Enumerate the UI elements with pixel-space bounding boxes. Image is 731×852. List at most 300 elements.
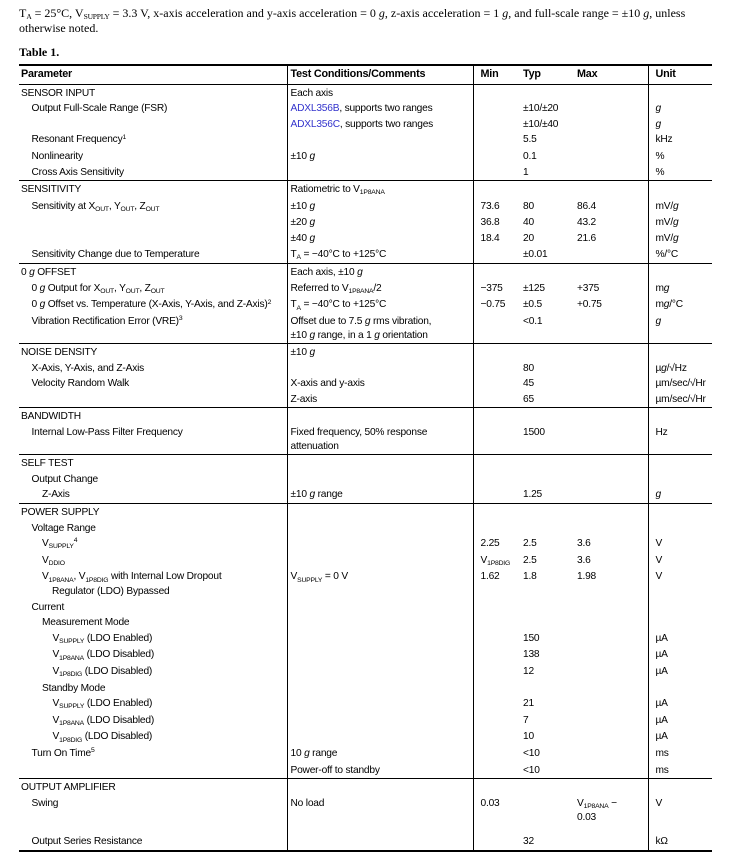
min-cell: 18.4 — [480, 232, 500, 244]
typ-cell — [516, 681, 570, 697]
typ-cell — [516, 181, 570, 199]
max-cell — [570, 600, 648, 616]
table-row — [19, 101, 712, 117]
max-cell — [570, 729, 648, 746]
parameter-cell: Measurement Mode — [19, 615, 287, 631]
table-row — [19, 569, 712, 599]
unit-cell: %/°C — [655, 248, 679, 260]
min-cell — [473, 392, 516, 408]
table-row — [19, 181, 712, 199]
min-cell — [473, 472, 516, 488]
conditions-cell: Offset due to 7.5 g rms vibration, ±10 g range, in a 1 g orientation — [287, 314, 473, 344]
max-cell — [570, 425, 648, 455]
typ-cell: <10 — [523, 747, 540, 759]
part-link[interactable]: ADXL356B — [290, 103, 340, 115]
typ-cell: 2.5 — [523, 538, 537, 550]
typ-cell: 20 — [523, 232, 534, 244]
column-header-typ: Typ — [516, 65, 570, 84]
parameter-cell: X-Axis, Y-Axis, and Z-Axis — [19, 361, 287, 377]
min-cell — [473, 84, 516, 101]
max-cell — [570, 696, 648, 713]
max-cell: +375 — [570, 281, 648, 298]
typ-cell: 1.8 — [523, 571, 537, 583]
conditions-cell — [287, 165, 473, 181]
unit-cell: V — [655, 554, 663, 566]
table-row — [19, 681, 712, 697]
unit-cell: mV/g — [655, 217, 679, 229]
unit-cell: kHz — [655, 134, 673, 146]
parameter-cell: 0 g Output for $X_{OUT}$, $Y_{OUT}$, $Z_{OUT}$ — [19, 281, 287, 298]
table-row — [19, 344, 712, 361]
column-header-max: Max — [570, 65, 648, 84]
parameter-cell: Current — [19, 600, 287, 616]
table-row — [19, 504, 712, 521]
parameter-cell: Internal Low-Pass Filter Frequency — [19, 425, 287, 455]
parameter-cell: OUTPUT AMPLIFIER — [19, 779, 287, 796]
table-row — [19, 600, 712, 616]
min-cell — [473, 647, 516, 664]
conditions-cell: Fixed frequency, 50% response attenuation — [287, 425, 473, 455]
conditions-cell: Each axis, ±10 g — [287, 264, 473, 281]
unit-cell — [648, 600, 712, 616]
table-row — [19, 647, 712, 664]
unit-cell — [648, 615, 712, 631]
unit-cell — [648, 455, 712, 472]
min-cell: 0.03 — [480, 797, 500, 809]
min-cell: 36.8 — [480, 217, 500, 229]
min-cell — [473, 101, 516, 117]
parameter-cell — [19, 231, 287, 247]
parameter-cell: $V_{SUPPLY}$ (LDO Enabled) — [19, 696, 287, 713]
max-cell — [570, 779, 648, 796]
unit-cell: g — [655, 118, 661, 130]
conditions-cell — [287, 361, 473, 377]
max-cell: 21.6 — [570, 231, 648, 247]
parameter-cell — [19, 392, 287, 408]
parameter-cell: $V_{SUPPLY}$ (LDO Enabled) — [19, 631, 287, 648]
typ-cell: <10 — [523, 764, 540, 776]
typ-cell: 21 — [523, 698, 534, 710]
parameter-cell: Nonlinearity — [19, 149, 287, 165]
conditions-cell — [287, 504, 473, 521]
max-cell — [570, 84, 648, 101]
max-cell: 3.6 — [570, 536, 648, 553]
unit-cell: Hz — [655, 427, 668, 439]
max-cell: 3.6 — [570, 553, 648, 570]
max-cell — [570, 713, 648, 730]
min-cell — [473, 615, 516, 631]
max-cell — [570, 314, 648, 344]
unit-cell: g — [655, 489, 661, 501]
max-cell — [570, 264, 648, 281]
min-cell: −0.75 — [480, 299, 506, 311]
typ-cell: ±0.5 — [523, 299, 542, 311]
conditions-cell — [287, 729, 473, 746]
parameter-cell: SELF TEST — [19, 455, 287, 472]
conditions-cell: $T_A = -40^\circ C$ to +125°C — [287, 247, 473, 264]
conditions-cell — [287, 696, 473, 713]
typ-cell: 5.5 — [523, 134, 537, 146]
typ-cell: <0.1 — [523, 315, 543, 327]
unit-cell: kΩ — [655, 835, 668, 847]
conditions-cell — [287, 631, 473, 648]
table-row — [19, 487, 712, 503]
conditions-cell: 10 g range — [287, 746, 473, 763]
conditions-cell: ±10 g — [287, 344, 473, 361]
unit-cell: µA — [655, 698, 668, 710]
conditions-cell — [287, 132, 473, 149]
unit-cell: µm/sec/√Hr — [655, 378, 706, 390]
column-header-conditions: Test Conditions/Comments — [287, 65, 473, 84]
unit-cell: % — [655, 150, 665, 162]
parameter-cell: $V_{DDIO}$ — [19, 553, 287, 570]
typ-cell — [516, 472, 570, 488]
table-row — [19, 455, 712, 472]
unit-cell: V — [655, 797, 663, 809]
max-cell — [570, 615, 648, 631]
unit-cell — [648, 681, 712, 697]
parameter-cell: Sensitivity at $X_{OUT}$, $Y_{OUT}$, $Z_{OUT}$ — [19, 199, 287, 216]
unit-cell — [648, 521, 712, 537]
max-cell: 86.4 — [570, 199, 648, 216]
typ-cell — [516, 600, 570, 616]
unit-cell: µA — [655, 714, 668, 726]
max-cell — [570, 487, 648, 503]
header-row — [19, 65, 712, 84]
conditions-cell: Referred to $V_{1P8ANA}/2$ — [287, 281, 473, 298]
unit-cell — [648, 344, 712, 361]
typ-cell: 65 — [523, 393, 534, 405]
typ-cell: 150 — [523, 632, 540, 644]
table-row — [19, 713, 712, 730]
table-row — [19, 199, 712, 216]
table-row — [19, 472, 712, 488]
unit-cell: mV/g — [655, 200, 679, 212]
unit-cell: ms — [655, 747, 669, 759]
table-row — [19, 834, 712, 851]
conditions-cell — [287, 834, 473, 851]
min-cell — [473, 165, 516, 181]
min-cell — [473, 600, 516, 616]
parameter-cell: Velocity Random Walk — [19, 376, 287, 392]
unit-cell: µA — [655, 731, 668, 743]
unit-cell: µg/√Hz — [655, 362, 687, 374]
typ-cell — [516, 408, 570, 425]
table-row — [19, 361, 712, 377]
typ-cell — [516, 504, 570, 521]
setup-conditions-text: $T_A = 25^\circ C$, $V_{SUPPLY} = 3.3$ V, x-axis acceleration and y-axis acceleration = 0 g, z-axis acceleration = 1 g, and full-scale range = ±10 g, unless otherwise noted. — [19, 6, 686, 35]
max-cell — [570, 521, 648, 537]
typ-cell: 7 — [523, 714, 529, 726]
conditions-cell: ±20 g — [287, 215, 473, 231]
conditions-cell: $T_A = -40^\circ C$ to +125°C — [287, 297, 473, 314]
max-cell — [570, 181, 648, 199]
table-row — [19, 664, 712, 681]
min-cell — [473, 746, 516, 763]
min-cell — [473, 376, 516, 392]
table-row — [19, 84, 712, 101]
conditions-cell: ±40 g — [287, 231, 473, 247]
table-row — [19, 149, 712, 165]
parameter-cell — [19, 215, 287, 231]
min-cell — [473, 681, 516, 697]
table-row — [19, 631, 712, 648]
unit-cell: ms — [655, 764, 669, 776]
unit-cell: mg — [655, 282, 670, 294]
typ-cell — [516, 344, 570, 361]
max-cell — [570, 834, 648, 851]
unit-cell — [648, 264, 712, 281]
conditions-cell: Each axis — [287, 84, 473, 101]
conditions-cell: Ratiometric to $V_{1P8ANA}$ — [287, 181, 473, 199]
table-row — [19, 117, 712, 133]
max-cell — [570, 455, 648, 472]
max-cell — [570, 247, 648, 264]
min-cell — [473, 455, 516, 472]
max-cell — [570, 408, 648, 425]
max-cell — [570, 631, 648, 648]
unit-cell: g — [655, 103, 661, 115]
table-row — [19, 553, 712, 570]
max-cell — [570, 344, 648, 361]
conditions-cell — [287, 647, 473, 664]
unit-cell: V — [655, 538, 663, 550]
typ-cell: 80 — [523, 200, 534, 212]
parameter-cell: Output Full-Scale Range (FSR) — [19, 101, 287, 117]
table-row — [19, 729, 712, 746]
table-caption: Table 1. — [19, 45, 60, 59]
table-row — [19, 779, 712, 796]
min-cell — [473, 181, 516, 199]
typ-cell: 1500 — [523, 427, 545, 439]
max-cell — [570, 165, 648, 181]
table-row — [19, 215, 712, 231]
conditions-cell: $V_{SUPPLY} = 0$ V — [287, 569, 473, 599]
parameter-cell: 0 g Offset vs. Temperature (X-Axis, Y-Axis, and Z-Axis)$^2$ — [19, 297, 287, 314]
max-cell — [570, 763, 648, 779]
typ-cell: ±125 — [523, 282, 545, 294]
typ-cell: ±10/±40 — [523, 118, 559, 130]
table-row — [19, 165, 712, 181]
typ-cell: 1 — [523, 166, 529, 178]
min-cell — [473, 521, 516, 537]
conditions-cell: Power-off to standby — [287, 763, 473, 779]
typ-cell — [516, 84, 570, 101]
typ-cell — [516, 796, 570, 834]
conditions-cell — [287, 455, 473, 472]
table-row — [19, 376, 712, 392]
table-row — [19, 281, 712, 298]
parameter-cell: 0 g OFFSET — [19, 264, 287, 281]
parameter-cell: Cross Axis Sensitivity — [19, 165, 287, 181]
max-cell — [570, 472, 648, 488]
unit-cell: mg/°C — [655, 299, 683, 311]
parameter-cell: Vibration Rectification Error (VRE)$^3$ — [19, 314, 287, 344]
parameter-cell: Standby Mode — [19, 681, 287, 697]
max-cell — [570, 504, 648, 521]
min-cell — [473, 247, 516, 264]
unit-cell — [648, 504, 712, 521]
typ-cell: 138 — [523, 649, 540, 661]
min-cell: 73.6 — [480, 200, 500, 212]
table-row — [19, 696, 712, 713]
typ-cell: 10 — [523, 731, 534, 743]
parameter-cell: SENSITIVITY — [19, 181, 287, 199]
max-cell — [570, 647, 648, 664]
table-row — [19, 521, 712, 537]
max-cell — [570, 149, 648, 165]
min-cell — [473, 631, 516, 648]
conditions-cell: ±10 g range — [287, 487, 473, 503]
min-cell: −375 — [480, 282, 503, 294]
min-cell: 2.25 — [480, 538, 500, 550]
table-row — [19, 536, 712, 553]
column-header-unit: Unit — [648, 65, 712, 84]
unit-cell — [648, 181, 712, 199]
table-row — [19, 231, 712, 247]
column-header-min: Min — [473, 65, 516, 84]
unit-cell — [648, 84, 712, 101]
conditions-cell: ADXL356B, supports two ranges — [287, 101, 473, 117]
parameter-cell: $V_{1P8DIG}$ (LDO Disabled) — [19, 664, 287, 681]
unit-cell — [648, 779, 712, 796]
min-cell: 1.62 — [480, 571, 500, 583]
typ-cell: ±0.01 — [523, 248, 548, 260]
table-row — [19, 796, 712, 834]
typ-cell — [516, 521, 570, 537]
min-cell — [473, 425, 516, 455]
unit-cell: µm/sec/√Hr — [655, 393, 706, 405]
table-row — [19, 615, 712, 631]
table-row — [19, 264, 712, 281]
max-cell — [570, 746, 648, 763]
min-cell — [473, 344, 516, 361]
max-cell: $V_{1P8ANA}$ − 0.03 — [570, 796, 648, 834]
table-row — [19, 425, 712, 455]
unit-cell: µA — [655, 649, 668, 661]
conditions-cell: ±10 g — [287, 199, 473, 216]
max-cell — [570, 392, 648, 408]
max-cell — [570, 361, 648, 377]
parameter-cell: $V_{1P8ANA}$, $V_{1P8DIG}$ with Internal Low Dropout Regulator (LDO) Bypassed — [19, 569, 287, 599]
min-cell — [473, 763, 516, 779]
typ-cell: ±10/±20 — [523, 103, 559, 115]
min-cell — [473, 487, 516, 503]
min-cell — [473, 117, 516, 133]
min-cell — [473, 729, 516, 746]
conditions-cell — [287, 664, 473, 681]
typ-cell: 40 — [523, 217, 534, 229]
typ-cell — [516, 264, 570, 281]
parameter-cell: $V_{1P8ANA}$ (LDO Disabled) — [19, 713, 287, 730]
conditions-cell: No load — [287, 796, 473, 834]
min-cell — [473, 408, 516, 425]
parameter-cell — [19, 117, 287, 133]
unit-cell: g — [655, 315, 661, 327]
parameter-cell: BANDWIDTH — [19, 408, 287, 425]
typ-cell: 32 — [523, 835, 534, 847]
min-cell — [473, 779, 516, 796]
typ-cell: 12 — [523, 665, 534, 677]
max-cell — [570, 101, 648, 117]
conditions-cell — [287, 779, 473, 796]
conditions-cell: Z-axis — [287, 392, 473, 408]
conditions-cell — [287, 408, 473, 425]
min-cell — [473, 314, 516, 344]
min-cell — [473, 664, 516, 681]
min-cell — [473, 834, 516, 851]
conditions-cell — [287, 553, 473, 570]
conditions-cell — [287, 521, 473, 537]
conditions-cell — [287, 472, 473, 488]
conditions-cell — [287, 536, 473, 553]
max-cell: 43.2 — [570, 215, 648, 231]
min-cell — [473, 264, 516, 281]
table-row — [19, 132, 712, 149]
parameter-cell: $V_{SUPPLY}^4$ — [19, 536, 287, 553]
unit-cell: V — [655, 571, 663, 583]
table-row — [19, 297, 712, 314]
table-row — [19, 408, 712, 425]
max-cell — [570, 664, 648, 681]
typ-cell: 80 — [523, 362, 534, 374]
table-row — [19, 763, 712, 779]
max-cell — [570, 117, 648, 133]
column-header-parameter: Parameter — [19, 65, 287, 84]
parameter-cell: $V_{1P8ANA}$ (LDO Disabled) — [19, 647, 287, 664]
typ-cell — [516, 615, 570, 631]
unit-cell: % — [655, 166, 665, 178]
part-link[interactable]: ADXL356C — [290, 118, 340, 130]
min-cell — [473, 361, 516, 377]
conditions-cell: ±10 g — [287, 149, 473, 165]
typ-cell — [516, 779, 570, 796]
min-cell — [473, 149, 516, 165]
parameter-cell: Resonant Frequency$^1$ — [19, 132, 287, 149]
typ-cell: 1.25 — [523, 489, 543, 501]
parameter-cell: Voltage Range — [19, 521, 287, 537]
conditions-cell — [287, 600, 473, 616]
min-cell — [473, 132, 516, 149]
unit-cell — [648, 472, 712, 488]
unit-cell: µA — [655, 665, 668, 677]
parameter-cell: Output Change — [19, 472, 287, 488]
parameter-cell — [19, 763, 287, 779]
table-row — [19, 392, 712, 408]
unit-cell: mV/g — [655, 232, 679, 244]
parameter-cell: Sensitivity Change due to Temperature — [19, 247, 287, 264]
parameter-cell: Turn On Time$^5$ — [19, 746, 287, 763]
spec-table — [19, 64, 712, 852]
table-row — [19, 314, 712, 344]
max-cell: +0.75 — [570, 297, 648, 314]
min-cell: $V_{1P8DIG}$ — [480, 554, 511, 567]
typ-cell: 0.1 — [523, 150, 537, 162]
min-cell — [473, 504, 516, 521]
unit-cell — [648, 408, 712, 425]
conditions-cell — [287, 713, 473, 730]
parameter-cell: SENSOR INPUT — [19, 84, 287, 101]
typ-cell: 2.5 — [523, 554, 537, 566]
conditions-cell: ADXL356C, supports two ranges — [287, 117, 473, 133]
typ-cell — [516, 455, 570, 472]
conditions-cell: X-axis and y-axis — [287, 376, 473, 392]
unit-cell: µA — [655, 632, 668, 644]
parameter-cell: NOISE DENSITY — [19, 344, 287, 361]
parameter-cell: Z-Axis — [19, 487, 287, 503]
max-cell — [570, 376, 648, 392]
max-cell — [570, 132, 648, 149]
